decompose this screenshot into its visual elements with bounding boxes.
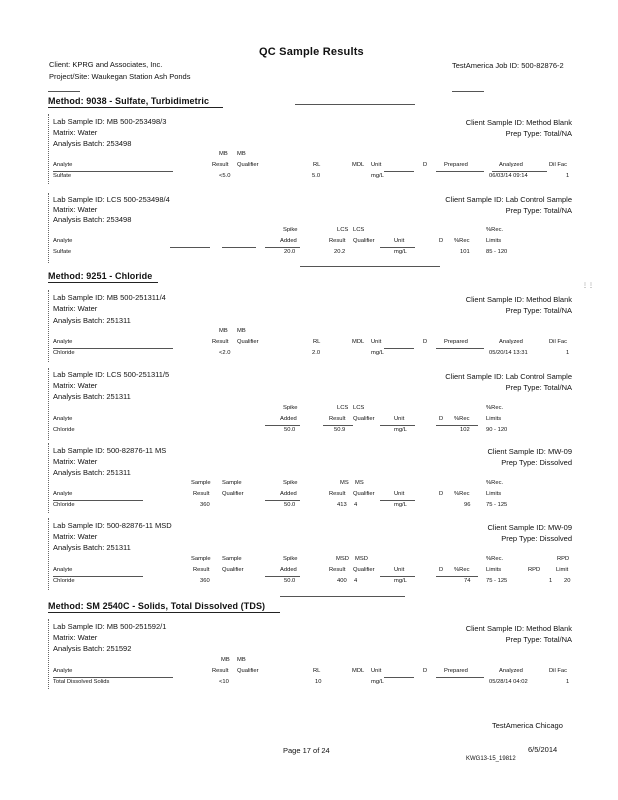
col-head: %Rec — [454, 238, 470, 244]
col-head: Result — [329, 491, 346, 497]
col-head: Added — [280, 567, 297, 573]
col-head: MSD — [355, 556, 368, 562]
rec-cell: 74 — [464, 578, 471, 584]
analyte-cell: Chloride — [53, 502, 75, 508]
col-head: Prepared — [444, 339, 468, 345]
prep-type: Prep Type: Total/NA — [505, 206, 572, 215]
block-margin — [48, 114, 49, 184]
col-head: Analyte — [53, 238, 73, 244]
col-head: MB — [219, 328, 228, 334]
result-cell: <10 — [219, 679, 229, 685]
col-head: RPD — [528, 567, 541, 573]
col-head: Analyte — [53, 567, 73, 573]
lab-sample-id: Lab Sample ID: 500-82876-11 MSD — [53, 521, 172, 530]
col-head: %Rec. — [486, 405, 504, 411]
col-head: Unit — [394, 238, 405, 244]
unit-cell: mg/L — [394, 249, 407, 255]
lab-sample-id: Lab Sample ID: LCS 500-251311/5 — [53, 370, 170, 379]
method-underline — [48, 107, 223, 108]
col-head: Unit — [394, 416, 405, 422]
col-head: Qualifier — [353, 567, 375, 573]
method-heading: Method: 9038 - Sulfate, Turbidimetric — [48, 96, 210, 106]
method-heading: Method: SM 2540C - Solids, Total Dissolved (TDS) — [48, 601, 266, 611]
dilfac-cell: 1 — [566, 173, 570, 179]
col-head: LCS — [337, 227, 349, 233]
col-head: LCS — [353, 405, 365, 411]
header-rule — [265, 425, 300, 426]
analyte-cell: Total Dissolved Solids — [53, 679, 110, 685]
client-sample-id: Client Sample ID: Method Blank — [465, 624, 572, 633]
sample-result-cell: 360 — [200, 578, 210, 584]
col-head: Analyte — [53, 162, 73, 168]
prep-type: Prep Type: Total/NA — [505, 383, 572, 392]
col-head: Qualifier — [237, 339, 259, 345]
prep-type: Prep Type: Dissolved — [501, 534, 572, 543]
lab-sample-id: Lab Sample ID: 500-82876-11 MS — [53, 446, 167, 455]
header-rule — [53, 500, 143, 501]
col-head: RL — [313, 668, 321, 674]
header-rule — [265, 500, 300, 501]
page-title: QC Sample Results — [259, 46, 364, 58]
scan-artifact: ⋮⋮ — [582, 283, 594, 289]
col-head: D — [423, 162, 428, 168]
client-sample-id: Client Sample ID: Lab Control Sample — [445, 372, 572, 381]
matrix: Matrix: Water — [53, 304, 98, 313]
analysis-batch: Analysis Batch: 251311 — [53, 316, 131, 325]
client-sample-id: Client Sample ID: MW-09 — [487, 523, 572, 532]
col-head: Added — [280, 238, 297, 244]
spike-cell: 50.0 — [284, 427, 296, 433]
col-head: RL — [313, 162, 321, 168]
lab-sample-id: Lab Sample ID: MB 500-253498/3 — [53, 117, 167, 126]
limits-cell: 75 - 125 — [486, 578, 508, 584]
method-heading: Method: 9251 - Chloride — [48, 271, 153, 281]
result-cell: 50.9 — [334, 427, 346, 433]
col-head: Analyzed — [499, 668, 523, 674]
client-sample-id: Client Sample ID: Method Blank — [465, 118, 572, 127]
col-head: Result — [212, 162, 229, 168]
matrix: Matrix: Water — [53, 128, 98, 137]
col-head: %Rec — [454, 416, 470, 422]
unit-cell: mg/L — [394, 502, 407, 508]
sample-result-cell: 360 — [200, 502, 210, 508]
col-head: Analyte — [53, 416, 73, 422]
header-rule — [436, 576, 478, 577]
limits-cell: 90 - 120 — [486, 427, 508, 433]
divider — [295, 104, 415, 105]
block-margin — [48, 290, 49, 362]
col-head: Limits — [486, 491, 502, 497]
col-head: %Rec — [454, 567, 470, 573]
col-head: Dil Fac — [549, 668, 568, 674]
header-rule — [384, 348, 414, 349]
col-head: Unit — [371, 668, 382, 674]
header-rule — [323, 425, 353, 426]
col-head: Analyte — [53, 491, 73, 497]
col-head: Qualifier — [353, 491, 375, 497]
col-head: Unit — [394, 567, 405, 573]
col-head: Spike — [283, 480, 298, 486]
col-head: MS — [340, 480, 349, 486]
col-head: Added — [280, 491, 297, 497]
col-head: Prepared — [444, 162, 468, 168]
col-head: Dil Fac — [549, 162, 568, 168]
analysis-batch: Analysis Batch: 251311 — [53, 392, 131, 401]
header-rule — [222, 247, 256, 248]
col-head: Limit — [556, 567, 569, 573]
lab-sample-id: Lab Sample ID: MB 500-251311/4 — [53, 293, 166, 302]
col-head: D — [439, 491, 444, 497]
block-margin — [48, 619, 49, 689]
qualifier-cell: 4 — [354, 502, 358, 508]
col-head: MDL — [352, 339, 365, 345]
col-head: MDL — [352, 162, 365, 168]
analyte-cell: Chloride — [53, 350, 75, 356]
analyte-cell: Sulfate — [53, 173, 72, 179]
analyzed-cell: 05/28/14 04:02 — [489, 679, 528, 685]
col-head: MB — [237, 151, 246, 157]
lab-sample-id: Lab Sample ID: MB 500-251592/1 — [53, 622, 167, 631]
header-rule — [436, 171, 484, 172]
rpd-limit-cell: 20 — [564, 578, 571, 584]
matrix: Matrix: Water — [53, 381, 98, 390]
col-head: %Rec — [454, 491, 470, 497]
col-head: Analyzed — [499, 339, 523, 345]
col-head: Result — [329, 416, 346, 422]
col-head: Analyte — [53, 339, 73, 345]
header-rule — [384, 171, 414, 172]
unit-cell: mg/L — [371, 173, 384, 179]
qualifier-cell: 4 — [354, 578, 358, 584]
analysis-batch: Analysis Batch: 251311 — [53, 468, 131, 477]
client-sample-id: Client Sample ID: Lab Control Sample — [445, 195, 572, 204]
result-cell: 400 — [337, 578, 347, 584]
col-head: Analyzed — [499, 162, 523, 168]
project-site: Project/Site: Waukegan Station Ash Ponds — [49, 72, 191, 81]
col-head: MB — [221, 657, 230, 663]
col-head: MB — [237, 328, 246, 334]
header-divider — [452, 91, 484, 92]
limits-cell: 75 - 125 — [486, 502, 508, 508]
col-head: Sample — [222, 480, 242, 486]
divider — [280, 596, 405, 597]
divider — [300, 266, 440, 267]
col-head: MB — [219, 151, 228, 157]
header-rule — [380, 247, 415, 248]
rl-cell: 5.0 — [312, 173, 321, 179]
col-head: Prepared — [444, 668, 468, 674]
col-head: Spike — [283, 405, 298, 411]
col-head: Dil Fac — [549, 339, 568, 345]
col-head: Limits — [486, 238, 502, 244]
col-head: Result — [329, 238, 346, 244]
col-head: Qualifier — [237, 162, 259, 168]
rpd-cell: 1 — [549, 578, 553, 584]
limits-cell: 85 - 120 — [486, 249, 508, 255]
col-head: Limits — [486, 416, 502, 422]
client-name: Client: KPRG and Associates, Inc. — [49, 60, 163, 69]
rl-cell: 2.0 — [312, 350, 321, 356]
block-margin — [48, 193, 49, 263]
header-rule — [384, 677, 414, 678]
col-head: LCS — [337, 405, 349, 411]
analysis-batch: Analysis Batch: 253498 — [53, 215, 132, 224]
method-underline — [48, 282, 158, 283]
rec-cell: 101 — [460, 249, 470, 255]
analyte-cell: Chloride — [53, 427, 75, 433]
unit-cell: mg/L — [371, 350, 384, 356]
analysis-batch: Analysis Batch: 251311 — [53, 543, 131, 552]
col-head: Unit — [394, 491, 405, 497]
block-margin — [48, 518, 49, 590]
col-head: Qualifier — [353, 238, 375, 244]
rl-cell: 10 — [315, 679, 322, 685]
footer-date: 6/5/2014 — [528, 745, 558, 754]
col-head: Spike — [283, 227, 298, 233]
result-cell: <2.0 — [219, 350, 231, 356]
matrix: Matrix: Water — [53, 457, 98, 466]
col-head: %Rec. — [486, 227, 504, 233]
col-head: Sample — [222, 556, 242, 562]
header-rule — [265, 576, 300, 577]
col-head: Sample — [191, 556, 211, 562]
col-head: Result — [212, 668, 229, 674]
col-head: LCS — [353, 227, 365, 233]
header-rule — [492, 171, 547, 172]
col-head: Result — [193, 567, 210, 573]
matrix: Matrix: Water — [53, 532, 98, 541]
header-rule — [380, 425, 415, 426]
page-number: Page 17 of 24 — [283, 746, 330, 755]
client-sample-id: Client Sample ID: MW-09 — [487, 447, 572, 456]
col-head: RPD — [557, 556, 570, 562]
col-head: Unit — [371, 339, 382, 345]
col-head: D — [423, 339, 428, 345]
header-rule — [380, 576, 415, 577]
col-head: Added — [280, 416, 297, 422]
matrix: Matrix: Water — [53, 633, 98, 642]
unit-cell: mg/L — [394, 578, 407, 584]
header-rule — [436, 348, 484, 349]
result-cell: 413 — [337, 502, 347, 508]
header-divider — [48, 91, 80, 92]
col-head: Result — [212, 339, 229, 345]
header-rule — [436, 677, 484, 678]
lab-sample-id: Lab Sample ID: LCS 500-253498/4 — [53, 195, 170, 204]
col-head: Analyte — [53, 668, 73, 674]
spike-cell: 20.0 — [284, 249, 296, 255]
col-head: D — [439, 238, 444, 244]
col-head: %Rec. — [486, 556, 504, 562]
analysis-batch: Analysis Batch: 251592 — [53, 644, 132, 653]
col-head: Qualifier — [222, 491, 244, 497]
col-head: Unit — [371, 162, 382, 168]
col-head: MB — [237, 657, 246, 663]
unit-cell: mg/L — [371, 679, 384, 685]
result-cell: 20.2 — [334, 249, 346, 255]
col-head: Sample — [191, 480, 211, 486]
job-id: TestAmerica Job ID: 500-82876-2 — [452, 61, 564, 70]
header-rule — [436, 425, 478, 426]
rec-cell: 102 — [460, 427, 470, 433]
col-head: D — [423, 668, 428, 674]
col-head: Qualifier — [237, 668, 259, 674]
dilfac-cell: 1 — [566, 679, 570, 685]
header-rule — [380, 500, 415, 501]
header-rule — [53, 576, 143, 577]
prep-type: Prep Type: Total/NA — [505, 306, 572, 315]
header-rule — [53, 677, 173, 678]
footer-company: TestAmerica Chicago — [492, 721, 563, 730]
col-head: Qualifier — [353, 416, 375, 422]
analyzed-cell: 06/03/14 09:14 — [489, 173, 528, 179]
col-head: Result — [193, 491, 210, 497]
col-head: D — [439, 567, 444, 573]
header-rule — [53, 171, 173, 172]
analysis-batch: Analysis Batch: 253498 — [53, 139, 132, 148]
col-head: Spike — [283, 556, 298, 562]
analyzed-cell: 05/20/14 13:31 — [489, 350, 528, 356]
col-head: MSD — [336, 556, 349, 562]
method-underline — [48, 612, 280, 613]
analyte-cell: Sulfate — [53, 249, 72, 255]
header-rule — [170, 247, 210, 248]
header-rule — [265, 247, 300, 248]
col-head: Result — [329, 567, 346, 573]
col-head: Qualifier — [222, 567, 244, 573]
col-head: D — [439, 416, 444, 422]
col-head: RL — [313, 339, 321, 345]
dilfac-cell: 1 — [566, 350, 570, 356]
prep-type: Prep Type: Total/NA — [505, 129, 572, 138]
result-cell: <5.0 — [219, 173, 231, 179]
prep-type: Prep Type: Dissolved — [501, 458, 572, 467]
footer-code: KWG13-15_19812 — [466, 756, 516, 762]
prep-type: Prep Type: Total/NA — [505, 635, 572, 644]
rec-cell: 96 — [464, 502, 471, 508]
col-head: MS — [355, 480, 364, 486]
spike-cell: 50.0 — [284, 502, 296, 508]
col-head: %Rec. — [486, 480, 504, 486]
analyte-cell: Chloride — [53, 578, 75, 584]
client-sample-id: Client Sample ID: Method Blank — [465, 295, 572, 304]
block-margin — [48, 443, 49, 513]
spike-cell: 50.0 — [284, 578, 296, 584]
matrix: Matrix: Water — [53, 205, 98, 214]
col-head: MDL — [352, 668, 365, 674]
col-head: Limits — [486, 567, 502, 573]
header-rule — [53, 348, 173, 349]
unit-cell: mg/L — [394, 427, 407, 433]
block-margin — [48, 368, 49, 440]
